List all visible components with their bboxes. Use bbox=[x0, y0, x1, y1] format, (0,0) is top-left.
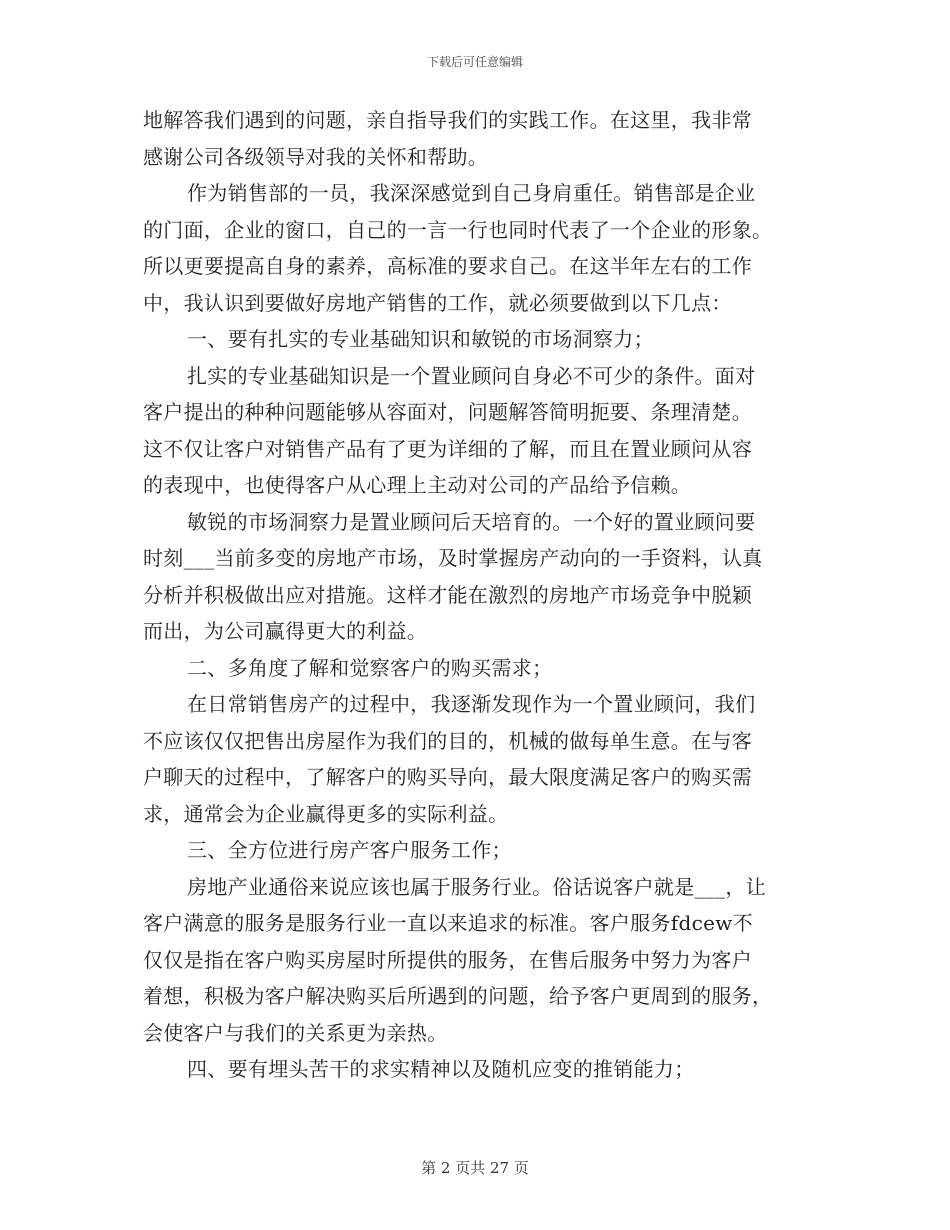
page-header-note: 下载后可任意编辑 bbox=[426, 55, 523, 69]
text-line: 一、要有扎实的专业基础知识和敏锐的市场洞察力； bbox=[187, 327, 654, 351]
text-line: 中，我认识到要做好房地产销售的工作，就必须要做到以下几点： bbox=[143, 290, 732, 315]
text-line: 着想，积极为客户解决购买后所遇到的问题，给予客户更周到的服务， bbox=[143, 984, 773, 1008]
text-line: 不应该仅仅把售出房屋作为我们的目的，机械的做每单生意。在与客 bbox=[143, 728, 752, 753]
page-footer: 第 2 页共 27 页 bbox=[421, 1159, 529, 1177]
text-line: 这不仅让客户对销售产品有了更为详细的了解，而且在置业顾问从容 bbox=[143, 436, 752, 461]
text-line: 地解答我们遇到的问题，亲自指导我们的实践工作。在这里，我非常 bbox=[143, 108, 752, 132]
text-line: 感谢公司各级领导对我的关怀和帮助。 bbox=[143, 144, 489, 169]
text-line: 所以更要提高自身的素养，高标准的要求自己。在这半年左右的工作 bbox=[143, 254, 752, 278]
text-line: 的门面，企业的窗口，自己的一言一行也同时代表了一个企业的形象。 bbox=[143, 217, 773, 242]
document-body bbox=[143, 102, 807, 1088]
text-line: 房地产业通俗来说应该也属于服务行业。俗话说客户就是___，让 bbox=[187, 874, 766, 899]
text-line: 敏锐的市场洞察力是置业顾问后天培育的。一个好的置业顾问要 bbox=[187, 509, 756, 534]
text-line: 仅仅是指在客户购买房屋时所提供的服务，在售后服务中努力为客户 bbox=[143, 947, 752, 972]
text-line: 会使客户与我们的关系更为亲热。 bbox=[143, 1020, 448, 1045]
text-line: 户聊天的过程中，了解客户的购买导向，最大限度满足客户的购买需 bbox=[143, 765, 752, 789]
text-line: 而出，为公司赢得更大的利益。 bbox=[143, 619, 428, 643]
text-line: 扎实的专业基础知识是一个置业顾问自身必不可少的条件。面对 bbox=[187, 363, 756, 388]
text-line: 时刻___当前多变的房地产市场，及时掌握房产动向的一手资料，认真 bbox=[143, 546, 763, 570]
text-line: 客户提出的种种问题能够从容面对，问题解答简明扼要、条理清楚。 bbox=[143, 400, 752, 424]
text-line: 二、多角度了解和觉察客户的购买需求； bbox=[187, 655, 553, 680]
text-line: 的表现中，也使得客户从心理上主动对公司的产品给予信赖。 bbox=[143, 473, 692, 497]
text-line: 在日常销售房产的过程中，我逐渐发现作为一个置业顾问，我们 bbox=[187, 692, 756, 716]
text-line: 作为销售部的一员，我深深感觉到自己身肩重任。销售部是企业 bbox=[187, 181, 756, 205]
text-line: 四、要有埋头苦干的求实精神以及随机应变的推销能力； bbox=[187, 1057, 695, 1081]
text-line: 求，通常会为企业赢得更多的实际利益。 bbox=[143, 801, 509, 826]
text-line: 分析并积极做出应对措施。这样才能在激烈的房地产市场竞争中脱颖 bbox=[143, 582, 752, 607]
text-line: 客户满意的服务是服务行业一直以来追求的标准。客户服务fdcew不 bbox=[143, 911, 753, 935]
text-line: 三、全方位进行房产客户服务工作； bbox=[187, 838, 512, 862]
